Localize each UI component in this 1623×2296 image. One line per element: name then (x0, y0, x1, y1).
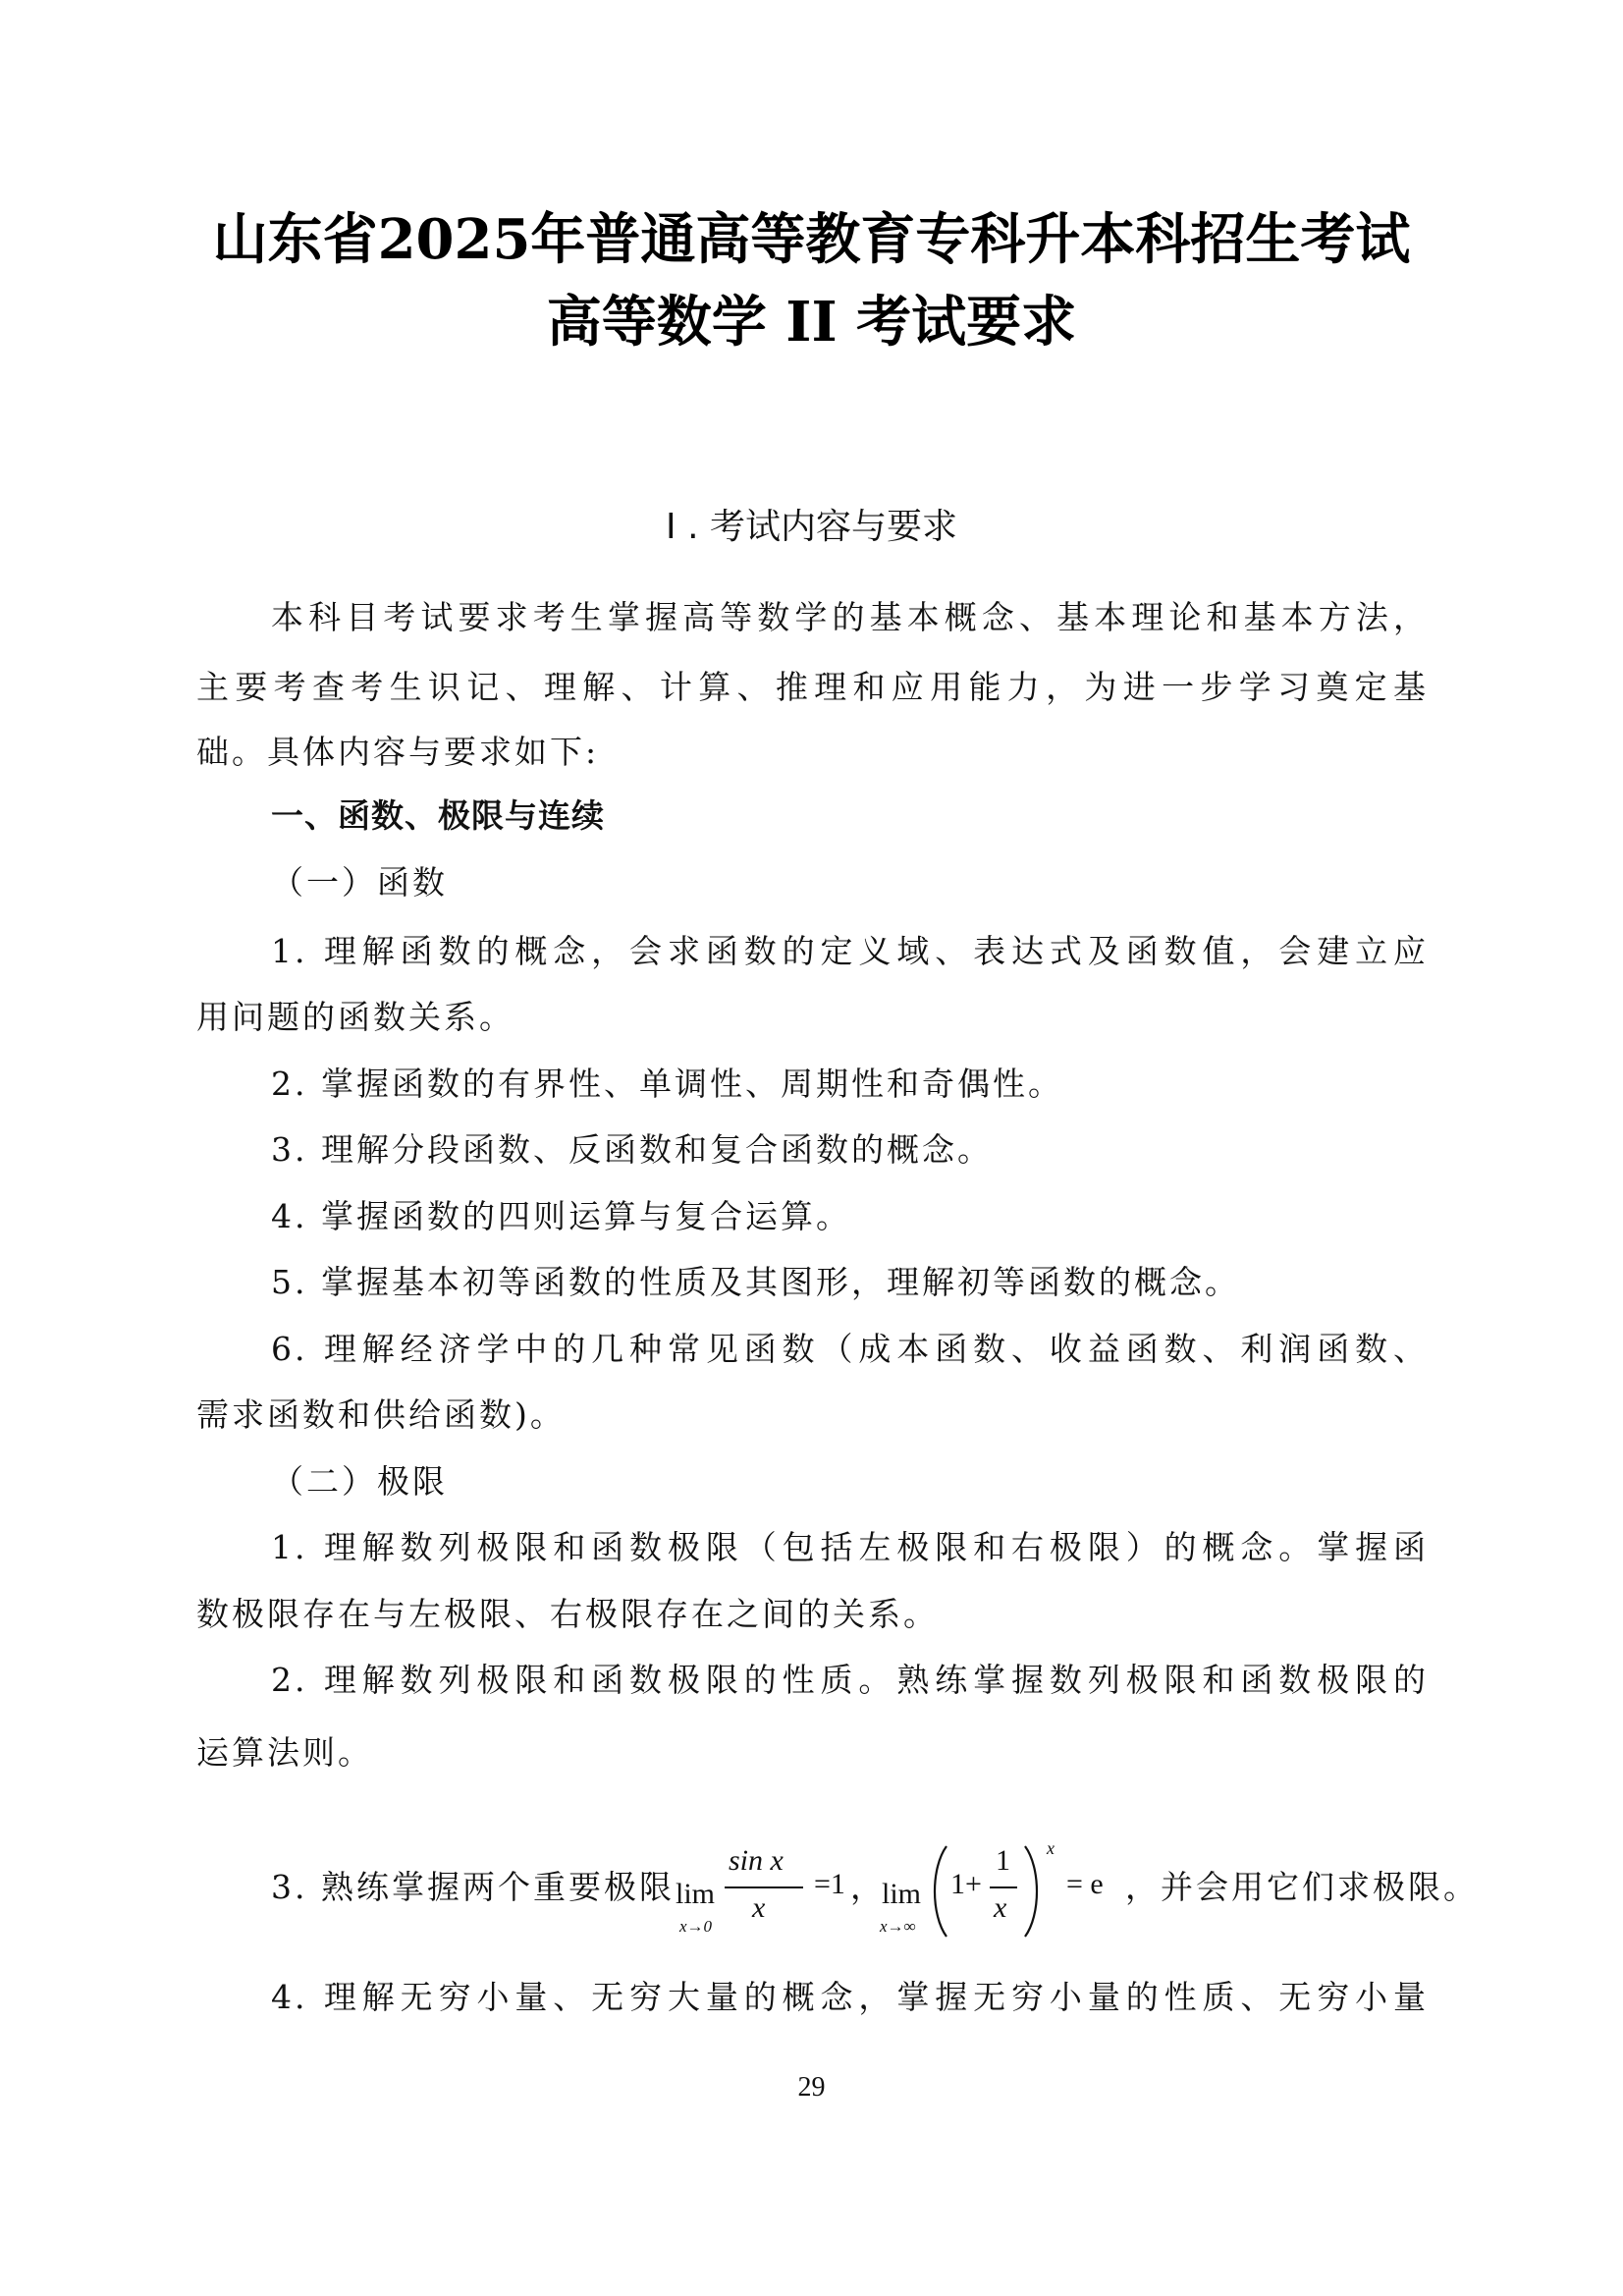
lim2-exponent: x (1047, 1838, 1055, 1858)
lim1-operator: lim (676, 1878, 716, 1910)
intro-line-2: 主要考查考生识记、理解、计算、推理和应用能力，为进一步学习奠定基 (196, 668, 1429, 706)
intro-line-1: 本科目考试要求考生掌握高等数学的基本概念、基本理论和基本方法， (271, 598, 1429, 636)
left-parenthesis-icon (925, 1844, 950, 1939)
sub1-item3: 3. 理解分段函数、反函数和复合函数的概念。 (271, 1130, 993, 1169)
part1-heading: 一、函数、极限与连续 (271, 796, 605, 835)
sub1-heading: （一）函数 (271, 863, 448, 902)
intro-line-3: 础。具体内容与要求如下: (196, 733, 600, 771)
sub2-item1-line2: 数极限存在与左极限、右极限存在之间的关系。 (196, 1595, 939, 1633)
sub2-item3-suffix: ，并会用它们求极限。 (1125, 1868, 1479, 1906)
sub2-item2-line1: 2. 理解数列极限和函数极限的性质。熟练掌握数列极限和函数极限的 (271, 1661, 1429, 1699)
lim2-result: = e (1066, 1868, 1104, 1900)
sub2-item4-line1: 4. 理解无穷小量、无穷大量的概念，掌握无穷小量的性质、无穷小量 (271, 1978, 1429, 2016)
sub2-item3 (271, 1838, 1479, 1950)
lim1-numerator: sin x (729, 1844, 784, 1877)
lim2-denominator: x (994, 1891, 1007, 1924)
section-title: I . 考试内容与要求 (666, 507, 957, 547)
lim1-fraction-bar (725, 1886, 803, 1888)
sub2-item3-prefix: 3. 熟练掌握两个重要极限 (271, 1868, 675, 1906)
lim2-subscript: x→∞ (880, 1917, 916, 1936)
lim2-one-plus: 1+ (950, 1868, 982, 1900)
sub1-item6-line2: 需求函数和供给函数)。 (196, 1395, 566, 1434)
sub1-item1-line2: 用问题的函数关系。 (196, 998, 514, 1036)
sub2-item2-line2: 运算法则。 (196, 1733, 373, 1772)
sub2-item1-line1: 1. 理解数列极限和函数极限（包括左极限和右极限）的概念。掌握函 (271, 1528, 1429, 1566)
sub1-item2: 2. 掌握函数的有界性、单调性、周期性和奇偶性。 (271, 1065, 1063, 1103)
right-parenthesis-icon (1021, 1844, 1047, 1939)
lim1-denominator: x (752, 1891, 766, 1924)
document-title-line2: 高等数学 II 考试要求 (546, 290, 1077, 355)
lim2-operator: lim (882, 1878, 922, 1910)
lim1-subscript: x→0 (679, 1917, 713, 1936)
page-number: 29 (797, 2072, 826, 2103)
limits-separator: ， (850, 1868, 886, 1906)
lim1-result: =1 (814, 1868, 845, 1900)
sub1-item4: 4. 掌握函数的四则运算与复合运算。 (271, 1197, 851, 1235)
sub2-heading: （二）极限 (271, 1462, 448, 1501)
document-title-line1: 山东省2025年普通高等教育专科升本科招生考试 (212, 207, 1411, 272)
lim2-numerator: 1 (996, 1844, 1010, 1877)
lim2-fraction-bar (990, 1886, 1017, 1888)
sub1-item5: 5. 掌握基本初等函数的性质及其图形，理解初等函数的概念。 (271, 1263, 1240, 1301)
sub1-item1-line1: 1. 理解函数的概念，会求函数的定义域、表达式及函数值，会建立应 (271, 932, 1429, 970)
sub1-item6-line1: 6. 理解经济学中的几种常见函数（成本函数、收益函数、利润函数、 (271, 1330, 1429, 1368)
